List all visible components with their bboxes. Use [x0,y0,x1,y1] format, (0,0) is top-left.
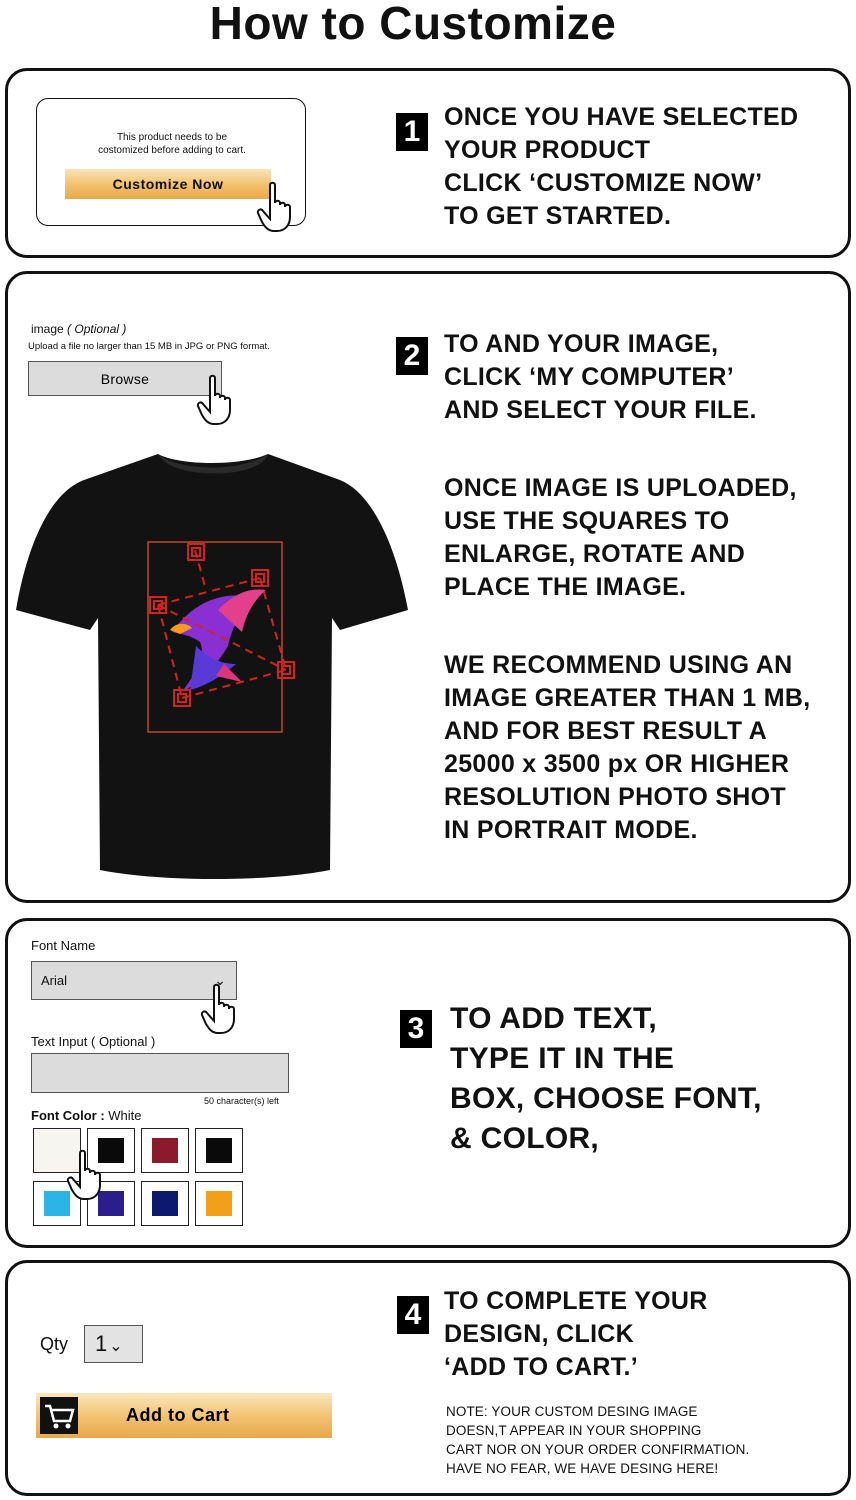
upload-hint: Upload a file no larger than 15 MB in JPG or PNG format. [28,341,270,352]
font-name-value: Arial [41,973,68,988]
text-input-field[interactable] [31,1053,289,1093]
step-1-number: 1 [396,113,428,151]
char-count: 50 character(s) left [204,1096,280,1106]
tshirt-preview [10,450,410,885]
chevron-down-icon: ⌄ [214,972,226,988]
add-to-cart-label: Add to Cart [126,1405,230,1425]
step-3-panel [5,918,851,1248]
upload-label-text: image [31,322,64,336]
step-1-panel [5,68,851,258]
qty-value: 1 [95,1331,108,1356]
step-4-text: TO COMPLETE YOUR DESIGN, CLICK ‘ADD TO CART.’ [444,1287,708,1381]
upload-label [31,322,126,336]
font-name-label: Font Name [31,938,96,953]
color-swatch[interactable] [141,1181,189,1226]
product-note: This product needs to be costomized before adding to cart. [98,132,246,156]
color-swatch-fill [206,1138,232,1163]
text-input-optional-label: ( Optional ) [91,1034,156,1049]
text-input-label-text: Text Input [31,1034,88,1049]
step-2-instructions [444,328,810,847]
customize-now-button[interactable]: Customize Now [65,169,271,199]
step-3-number: 3 [400,1010,432,1048]
pointer-hand-icon [256,181,312,233]
step-1-instructions [444,101,798,233]
font-color-value: White [108,1108,142,1123]
browse-button[interactable]: Browse [28,361,222,396]
color-swatch[interactable] [141,1128,189,1173]
add-to-cart-button[interactable] [36,1393,332,1438]
font-color-label [31,1108,142,1123]
step-2-panel [5,271,851,903]
pointer-hand-icon [200,983,256,1035]
step-2-number: 2 [396,337,428,375]
color-swatch-fill [152,1191,178,1216]
font-color-label-text: Font Color : [31,1108,105,1123]
step-1-text: ONCE YOU HAVE SELECTED YOUR PRODUCT CLICK ‘CUSTOMIZE NOW’ TO GET STARTED. [444,103,799,230]
qty-label: Qty [40,1334,69,1354]
step-3-text: TO ADD TEXT, TYPE IT IN THE BOX, CHOOSE FONT, & COLOR, [450,1002,762,1155]
order-note: NOTE: YOUR CUSTOM DESING IMAGE DOESN,T APPEAR IN YOUR SHOPPING CART NOR ON YOUR ORDER CONFIRMATION. HAVE NO FEAR, WE HAVE DESING HERE! [446,1404,750,1476]
shopping-cart-icon [40,1397,78,1434]
step-2-paragraph: TO AND YOUR IMAGE, CLICK ‘MY COMPUTER’ AND SELECT YOUR FILE. [444,330,757,424]
color-swatch-fill [206,1191,232,1216]
upload-optional-label: ( Optional ) [67,322,127,336]
color-swatch[interactable] [195,1128,243,1173]
step-4-panel [5,1260,851,1496]
step-4-instructions [444,1285,708,1384]
step-4-number: 4 [397,1296,429,1334]
step-3-instructions [450,999,762,1159]
color-swatch[interactable] [195,1181,243,1226]
chevron-down-icon: ⌄ [109,1338,123,1355]
text-input-label [31,1034,155,1049]
page-title: How to Customize [209,0,617,49]
pointer-hand-icon [196,374,252,426]
color-swatch-fill [152,1138,178,1163]
pointer-hand-icon [66,1149,122,1201]
step-2-paragraph: WE RECOMMEND USING AN IMAGE GREATER THAN 1 MB, AND FOR BEST RESULT A 25000 x 3500 px OR HIGHER RESOLUTION PHOTO SHOT IN PORTRAIT MODE. [444,651,811,844]
step-2-paragraph: ONCE IMAGE IS UPLOADED, USE THE SQUARES TO ENLARGE, ROTATE AND PLACE THE IMAGE. [444,474,797,601]
qty-select[interactable] [84,1325,143,1363]
